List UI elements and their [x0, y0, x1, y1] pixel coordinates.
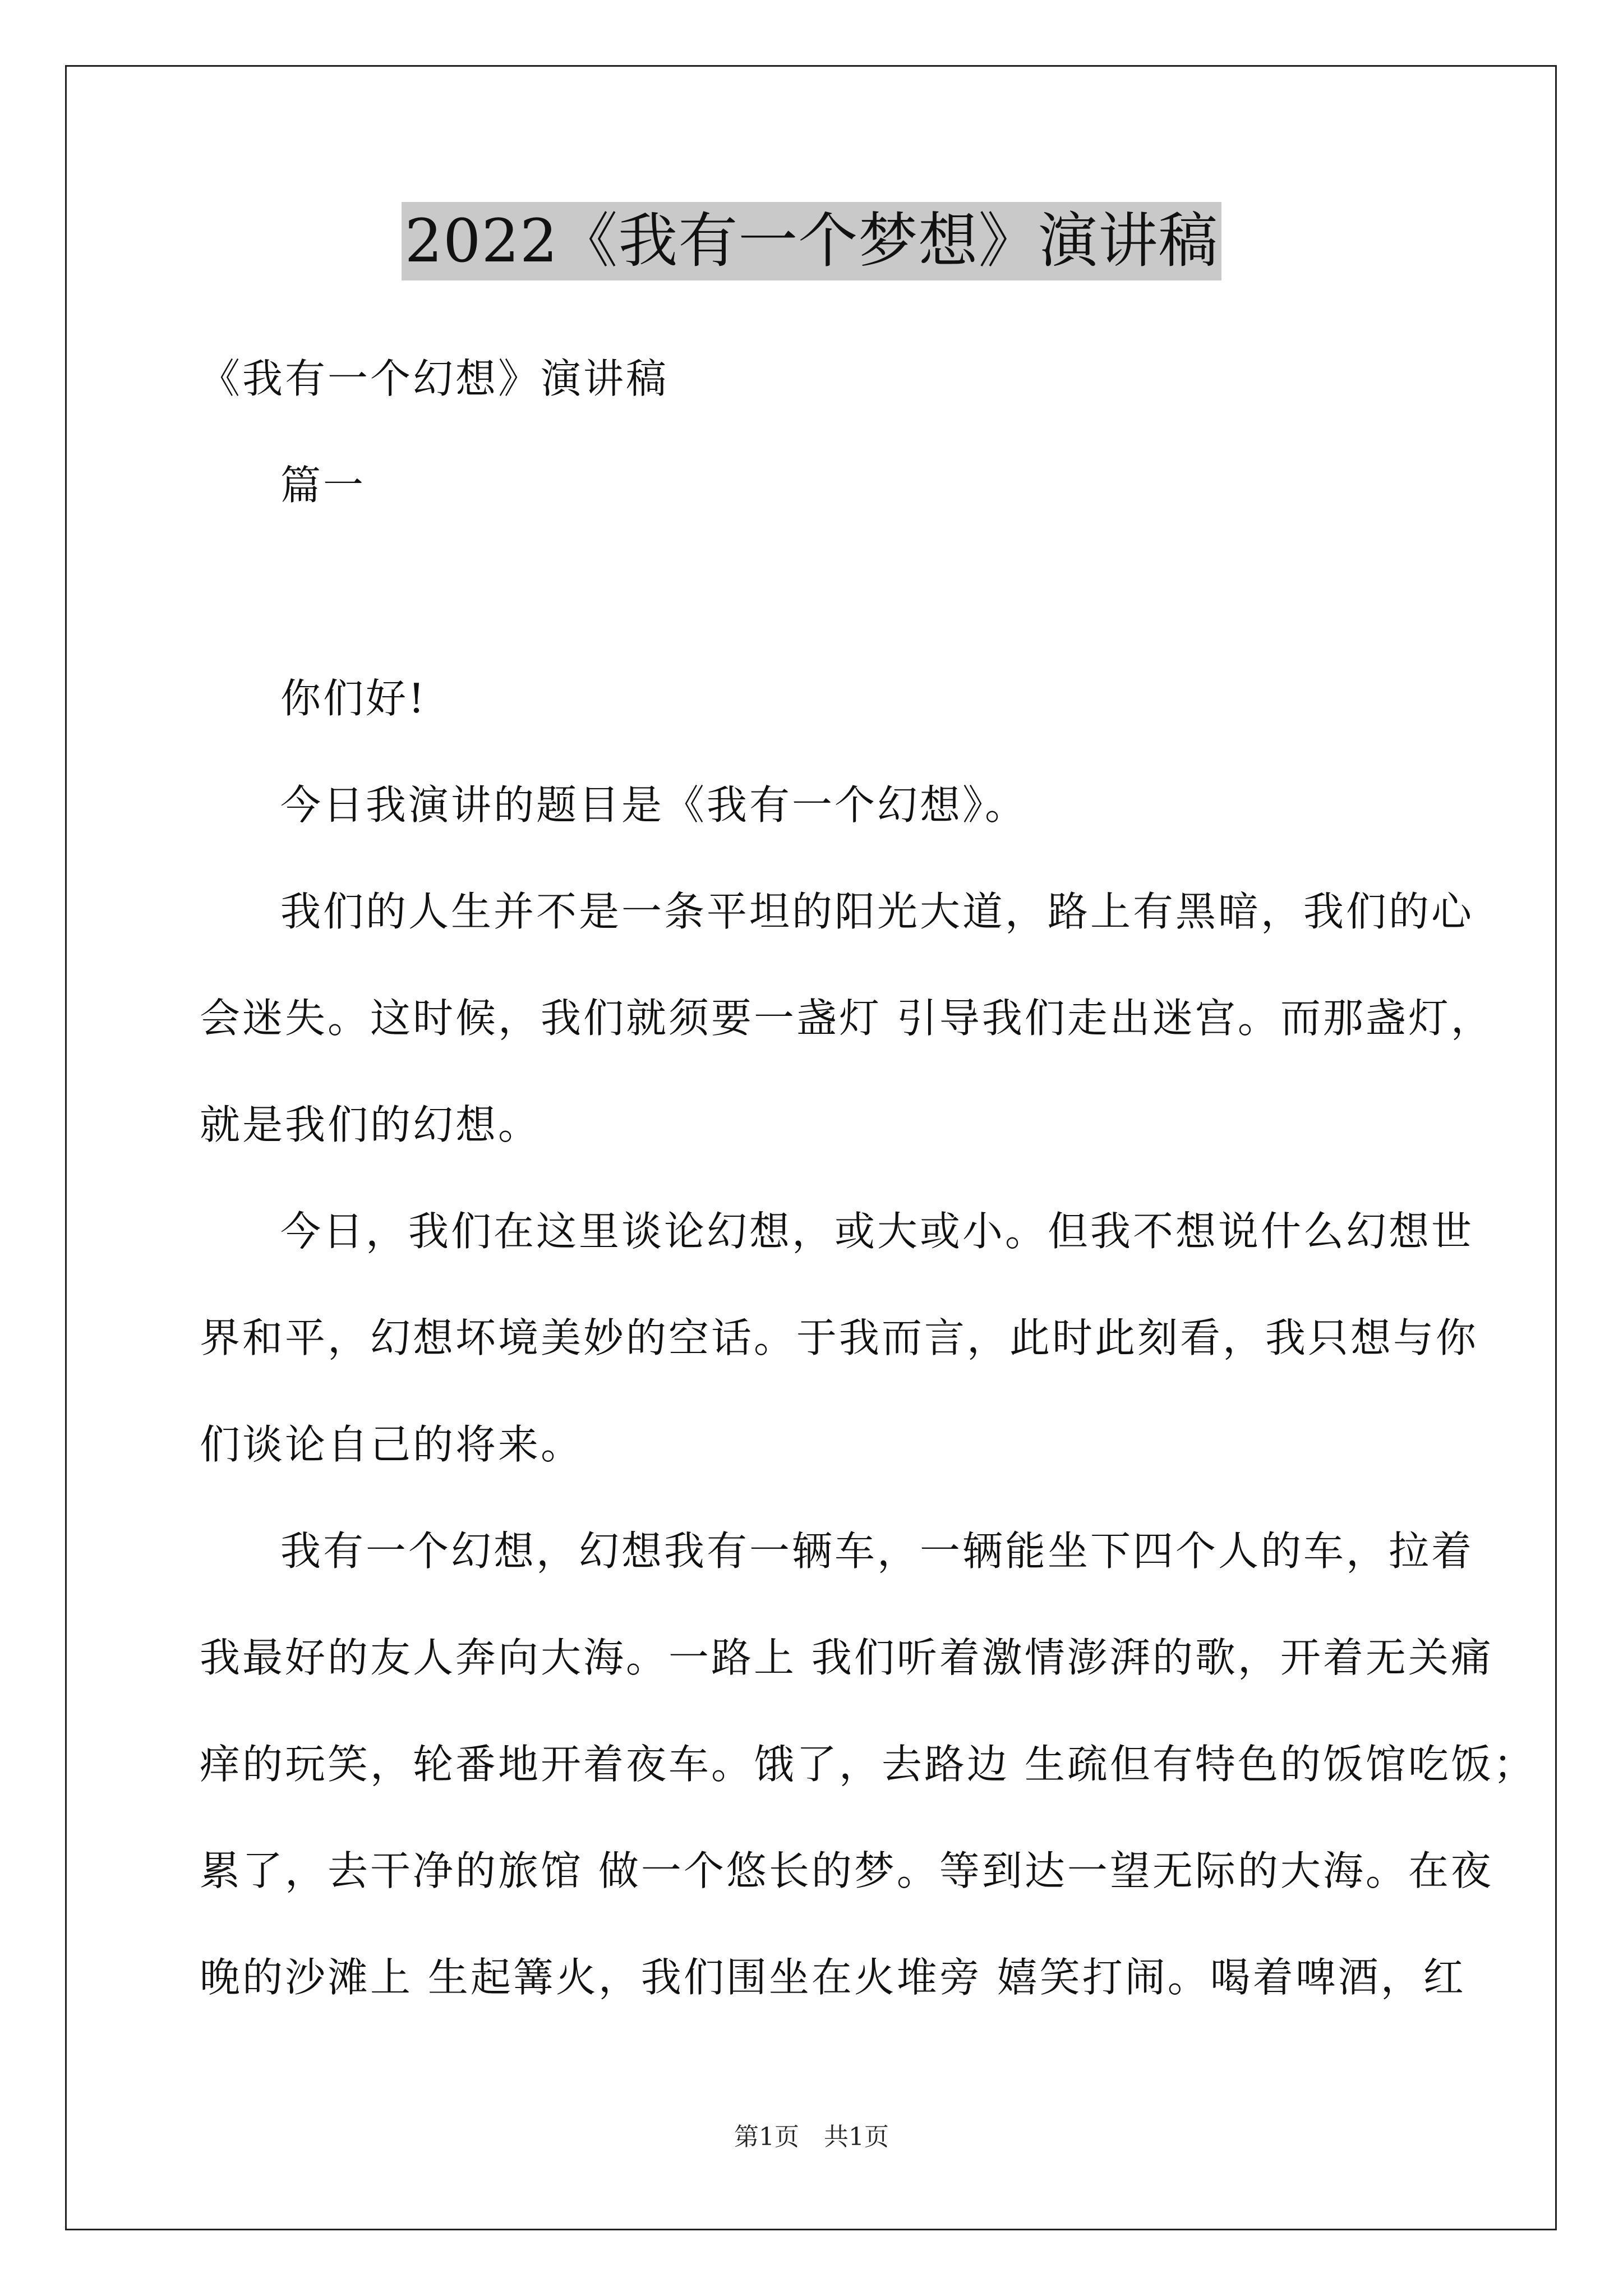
paragraph-line: 晚的沙滩上 生起篝火，我们围坐在火堆旁 嬉笑打闹。喝着啤酒，红 [200, 1954, 1466, 2001]
paragraph-line: 今日我演讲的题目是《我有一个幻想》。 [280, 781, 1028, 829]
paragraph-line: 会迷失。这时候，我们就须要一盏灯 引导我们走出迷宫。而那盏灯， [200, 995, 1493, 1042]
section-heading: 篇一 [280, 462, 366, 509]
paragraph-line: 痒的玩笑，轮番地开着夜车。饿了，去路边 生疏但有特色的饭馆吃饭； [200, 1741, 1536, 1788]
document-title [0, 202, 1623, 280]
paragraph-line: 我最好的友人奔向大海。一路上 我们听着激情澎湃的歌，开着无关痛 [200, 1634, 1493, 1681]
paragraph-line: 累了，去干净的旅馆 做一个悠长的梦。等到达一望无际的大海。在夜 [200, 1847, 1493, 1894]
greeting-line: 你们好! [280, 675, 427, 722]
document-title-text: 2022《我有一个梦想》演讲稿 [402, 202, 1222, 280]
paragraph-line: 就是我们的幻想。 [200, 1101, 541, 1148]
paragraph-line: 今日，我们在这里谈论幻想，或大或小。但我不想说什么幻想世 [280, 1208, 1474, 1255]
paragraph-line: 我有一个幻想，幻想我有一辆车，一辆能坐下四个人的车，拉着 [280, 1527, 1474, 1575]
document-subtitle: 《我有一个幻想》演讲稿 [200, 355, 669, 402]
paragraph-line: 界和平，幻想坏境美妙的空话。于我而言，此时此刻看，我只想与你 [200, 1314, 1479, 1361]
page-footer: 第1页 共1页 [734, 2123, 889, 2151]
paragraph-line: 们谈论自己的将来。 [200, 1421, 584, 1468]
paragraph-line: 我们的人生并不是一条平坦的阳光大道，路上有黑暗，我们的心 [280, 888, 1474, 935]
